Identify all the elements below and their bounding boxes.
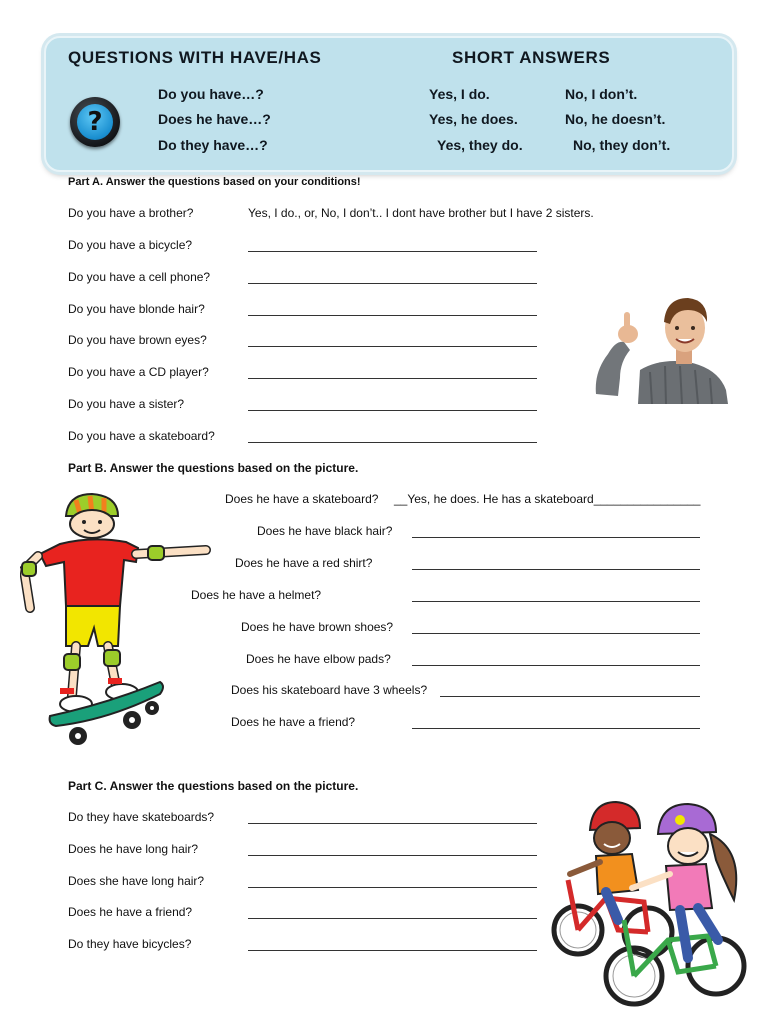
part-c-heading: Part C. Answer the questions based on the picture. xyxy=(68,779,359,793)
part-a-heading: Part A. Answer the questions based on your conditions! xyxy=(68,176,361,188)
part-b-question: Does he have a skateboard? xyxy=(225,492,379,506)
part-a-question: Do you have a CD player? xyxy=(68,365,209,379)
header-question: Do they have…? xyxy=(158,137,268,153)
part-a-question: Do you have a sister? xyxy=(68,397,185,411)
part-a-question: Do you have a brother? xyxy=(68,206,194,220)
part-a-answer[interactable]: Yes, I do., or, No, I don’t.. I dont have brother but I have 2 sisters. xyxy=(248,206,594,220)
part-c-answer-line[interactable] xyxy=(248,823,537,824)
part-a-answer-line[interactable] xyxy=(248,315,537,316)
part-b-answer[interactable]: __Yes, he does. He has a skateboard________________ xyxy=(394,492,701,506)
part-b-answer-line[interactable] xyxy=(440,696,700,697)
part-c-answer-line[interactable] xyxy=(248,950,537,951)
part-b-answer-line[interactable] xyxy=(412,633,700,634)
header-title-right: SHORT ANSWERS xyxy=(452,48,611,67)
header-question: Does he have…? xyxy=(158,111,271,127)
part-c-answer-line[interactable] xyxy=(248,855,537,856)
part-b-question: Does he have elbow pads? xyxy=(246,652,391,666)
part-c-answer-line[interactable] xyxy=(248,887,537,888)
part-c-answer-line[interactable] xyxy=(248,918,537,919)
question-mark-icon: ? xyxy=(70,97,120,147)
part-a-question: Do you have a cell phone? xyxy=(68,270,211,284)
part-a-answer-line[interactable] xyxy=(248,410,537,411)
part-b-answer-line[interactable] xyxy=(412,728,700,729)
part-a-question: Do you have a skateboard? xyxy=(68,429,215,443)
part-b-answer-line[interactable] xyxy=(412,537,700,538)
part-b-answer-line[interactable] xyxy=(412,569,700,570)
part-a-question: Do you have a bicycle? xyxy=(68,238,193,252)
part-a-answer-line[interactable] xyxy=(248,378,537,379)
header-question: Do you have…? xyxy=(158,86,264,102)
part-c-question: Do they have bicycles? xyxy=(68,937,192,951)
part-b-question: Does he have black hair? xyxy=(257,524,393,538)
skateboarder-illustration xyxy=(20,490,216,754)
boy-thumbs-photo xyxy=(590,292,730,404)
header-yes-answer: Yes, they do. xyxy=(437,137,523,153)
header-no-answer: No, he doesn’t. xyxy=(565,111,666,127)
kids-bicycles-illustration xyxy=(548,790,758,1010)
part-b-question: Does his skateboard have 3 wheels? xyxy=(231,683,428,697)
part-c-question: Does he have a friend? xyxy=(68,905,193,919)
header-no-answer: No, they don’t. xyxy=(573,137,671,153)
part-a-answer-line[interactable] xyxy=(248,442,537,443)
part-a-question: Do you have brown eyes? xyxy=(68,333,207,347)
part-a-answer-line[interactable] xyxy=(248,283,537,284)
part-b-answer-line[interactable] xyxy=(412,601,700,602)
header-no-answer: No, I don’t. xyxy=(565,86,638,102)
part-b-question: Does he have a friend? xyxy=(231,715,356,729)
part-b-heading: Part B. Answer the questions based on the picture. xyxy=(68,461,359,475)
part-c-question: Does she have long hair? xyxy=(68,874,205,888)
header-yes-answer: Yes, I do. xyxy=(429,86,490,102)
part-a-answer-line[interactable] xyxy=(248,251,537,252)
header-yes-answer: Yes, he does. xyxy=(429,111,518,127)
part-c-question: Do they have skateboards? xyxy=(68,810,215,824)
part-b-answer-line[interactable] xyxy=(412,665,700,666)
part-c-question: Does he have long hair? xyxy=(68,842,199,856)
part-b-question: Does he have a red shirt? xyxy=(235,556,373,570)
header-title-left: QUESTIONS WITH HAVE/HAS xyxy=(68,48,322,67)
part-a-answer-line[interactable] xyxy=(248,346,537,347)
part-b-question: Does he have a helmet? xyxy=(191,588,322,602)
part-a-question: Do you have blonde hair? xyxy=(68,302,205,316)
part-b-question: Does he have brown shoes? xyxy=(241,620,394,634)
